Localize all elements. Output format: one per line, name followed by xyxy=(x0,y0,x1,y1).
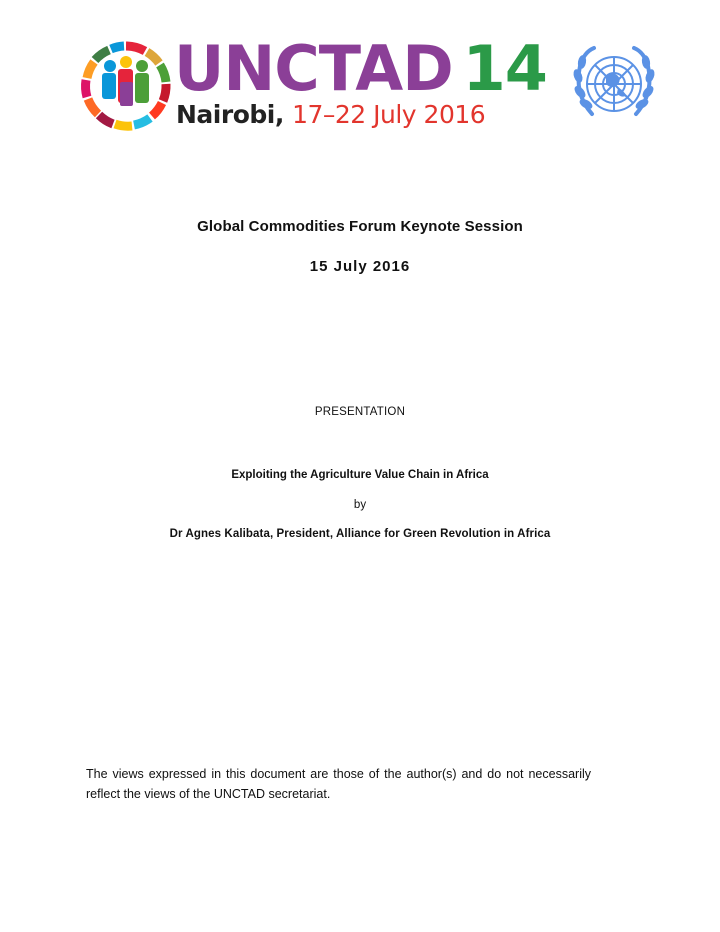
conference-dates: 17–22 July 2016 xyxy=(292,100,486,129)
un-emblem-icon xyxy=(566,40,662,132)
conference-city: Nairobi, xyxy=(176,100,284,129)
session-date: 15 July 2016 xyxy=(309,258,411,275)
document-type-label: PRESENTATION xyxy=(314,406,406,418)
document-title: Global Commodities Forum Keynote Session xyxy=(197,218,523,235)
sdg-wheel-logo-icon xyxy=(80,40,172,132)
conference-location-dates xyxy=(176,100,485,130)
by-line: by xyxy=(353,499,367,511)
presentation-title: Exploiting the Agriculture Value Chain in Africa xyxy=(231,469,489,481)
disclaimer-text: The views expressed in this document are those of the author(s) and do not necessarily reflect the views of the UNCTAD secretariat. xyxy=(86,767,591,801)
conference-banner xyxy=(80,32,670,132)
author-line: Dr Agnes Kalibata, President, Alliance for Green Revolution in Africa xyxy=(169,528,551,540)
unctad-wordmark: UNCTAD 14 xyxy=(174,32,547,105)
edition-number: 14 xyxy=(462,32,547,105)
